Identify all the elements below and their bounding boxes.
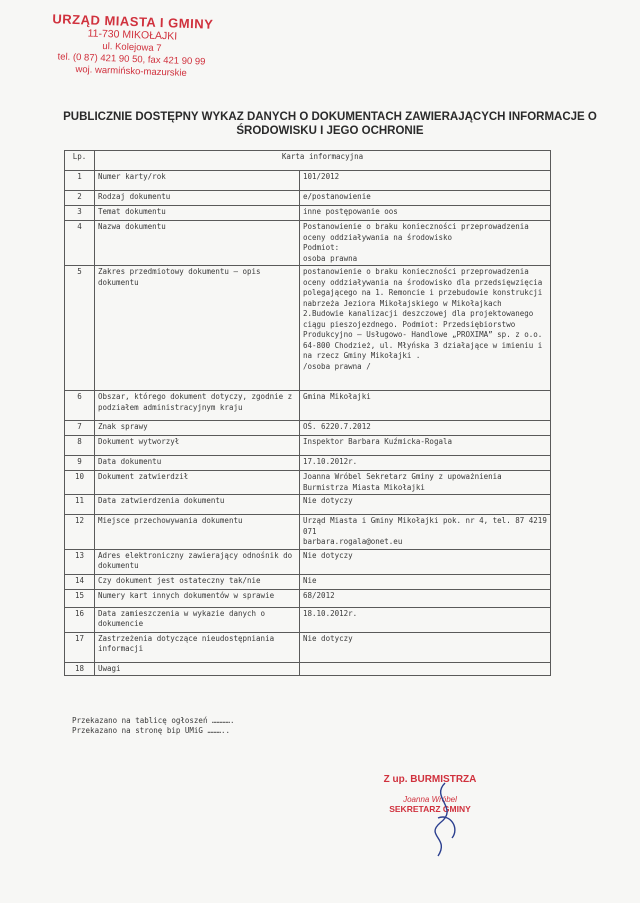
table-row bbox=[65, 221, 551, 266]
row-label: Data zatwierdzenia dokumentu bbox=[95, 495, 300, 515]
table-row bbox=[65, 266, 551, 391]
row-label: Uwagi bbox=[95, 662, 300, 676]
row-label: Nazwa dokumentu bbox=[95, 221, 300, 266]
row-number: 1 bbox=[65, 171, 95, 191]
header-lp: Lp. bbox=[65, 151, 95, 171]
row-value: postanowienie o braku konieczności przeprowadzenia oceny oddziaływania na środowisko dla przedsięwzięcia polegającego na 1. Remoncie i przebudowie konstrukcji nabrzeża Jeziora Mikołajskiego w Mikołajkach 2.Budowie kanalizacji deszczowej dla projektowanego ciągu pieszojezdnego. Podmiot: Przedsiębiorstwo Produkcyjno – Usługowo- Handlowe „PROXIMA” sp. z o.o. 64-800 Chodzież, ul. Młyńska 3 działające w imieniu i na rzecz Gminy Mikołajki . /osoba prawna / bbox=[300, 266, 551, 391]
office-stamp bbox=[31, 11, 233, 82]
table-row bbox=[65, 191, 551, 206]
header-karta: Karta informacyjna bbox=[95, 151, 551, 171]
row-value: 68/2012 bbox=[300, 589, 551, 607]
signature-line-1: Z up. BURMISTRZA bbox=[383, 774, 477, 785]
row-value: Urząd Miasta i Gminy Mikołajki pok. nr 4, tel. 87 4219 071 barbara.rogala@onet.eu bbox=[300, 515, 551, 550]
row-value: Gmina Mikołajki bbox=[300, 391, 551, 421]
row-value: Nie dotyczy bbox=[300, 549, 551, 574]
row-number: 3 bbox=[65, 206, 95, 221]
row-number: 7 bbox=[65, 421, 95, 436]
table-row bbox=[65, 574, 551, 589]
table-row bbox=[65, 632, 551, 662]
row-number: 12 bbox=[65, 515, 95, 550]
table-row bbox=[65, 171, 551, 191]
row-value: Nie dotyczy bbox=[300, 495, 551, 515]
row-label: Znak sprawy bbox=[95, 421, 300, 436]
table-row bbox=[65, 589, 551, 607]
table-row bbox=[65, 607, 551, 632]
row-number: 17 bbox=[65, 632, 95, 662]
stamp-line-1: URZĄD MIASTA I GMINY bbox=[52, 11, 214, 32]
row-label: Numer karty/rok bbox=[95, 171, 300, 191]
row-label: Rodzaj dokumentu bbox=[95, 191, 300, 206]
row-value: Joanna Wróbel Sekretarz Gminy z upoważnienia Burmistrza Miasta Mikołajki bbox=[300, 471, 551, 495]
table-row bbox=[65, 206, 551, 221]
row-value bbox=[300, 662, 551, 676]
footer-line-1: Przekazano na tablicę ogłoszeń …………. bbox=[72, 716, 235, 725]
row-value: 101/2012 bbox=[300, 171, 551, 191]
row-number: 9 bbox=[65, 456, 95, 471]
table-row bbox=[65, 662, 551, 676]
table-row bbox=[65, 436, 551, 456]
row-label: Dokument zatwierdził bbox=[95, 471, 300, 495]
table-row bbox=[65, 549, 551, 574]
row-value: 18.10.2012r. bbox=[300, 607, 551, 632]
row-label: Adres elektroniczny zawierający odnośnik do dokumentu bbox=[95, 549, 300, 574]
row-label: Data dokumentu bbox=[95, 456, 300, 471]
table-row bbox=[65, 471, 551, 495]
footer-line-2: Przekazano na stronę bip UMiG ……….. bbox=[72, 726, 231, 735]
row-label: Dokument wytworzył bbox=[95, 436, 300, 456]
row-value: 17.10.2012r. bbox=[300, 456, 551, 471]
table-header-row bbox=[65, 151, 551, 171]
table-row bbox=[65, 391, 551, 421]
row-number: 13 bbox=[65, 549, 95, 574]
footer-notes bbox=[72, 716, 235, 736]
row-label: Czy dokument jest ostateczny tak/nie bbox=[95, 574, 300, 589]
table-row bbox=[65, 515, 551, 550]
row-label: Zastrzeżenia dotyczące nieudostępniania informacji bbox=[95, 632, 300, 662]
row-number: 14 bbox=[65, 574, 95, 589]
row-label: Temat dokumentu bbox=[95, 206, 300, 221]
row-value: inne postępowanie oos bbox=[300, 206, 551, 221]
stamp-line-4: tel. (0 87) 421 90 50, fax 421 90 99 bbox=[57, 51, 206, 68]
row-number: 15 bbox=[65, 589, 95, 607]
table-row bbox=[65, 495, 551, 515]
row-number: 10 bbox=[65, 471, 95, 495]
signature-line-3: SEKRETARZ GMINY bbox=[389, 804, 471, 814]
document-title: PUBLICZNIE DOSTĘPNY WYKAZ DANYCH O DOKUMENTACH ZAWIERAJĄCYCH INFORMACJE O ŚRODOWISKU I JEGO OCHRONIE bbox=[63, 111, 597, 137]
row-label: Data zamieszczenia w wykazie danych o dokumencie bbox=[95, 607, 300, 632]
stamp-line-3: ul. Kolejowa 7 bbox=[102, 40, 162, 55]
signature-stamp bbox=[360, 774, 500, 814]
info-card-table bbox=[64, 150, 551, 676]
row-label: Miejsce przechowywania dokumentu bbox=[95, 515, 300, 550]
row-value: Nie bbox=[300, 574, 551, 589]
row-number: 2 bbox=[65, 191, 95, 206]
row-number: 16 bbox=[65, 607, 95, 632]
row-number: 8 bbox=[65, 436, 95, 456]
stamp-line-2: 11-730 MIKOŁAJKI bbox=[87, 27, 178, 43]
stamp-line-5: woj. warmińsko-mazurskie bbox=[75, 64, 187, 79]
signature-line-2: Joanna Wróbel bbox=[403, 795, 457, 804]
table-row bbox=[65, 421, 551, 436]
row-value: e/postanowienie bbox=[300, 191, 551, 206]
row-number: 5 bbox=[65, 266, 95, 391]
row-value: Postanowienie o braku konieczności przeprowadzenia oceny oddziaływania na środowisko Podmiot: osoba prawna bbox=[300, 221, 551, 266]
row-number: 4 bbox=[65, 221, 95, 266]
row-value: Inspektor Barbara Kuźmicka-Rogala bbox=[300, 436, 551, 456]
row-number: 18 bbox=[65, 662, 95, 676]
row-number: 6 bbox=[65, 391, 95, 421]
table-row bbox=[65, 456, 551, 471]
row-value: OŚ. 6220.7.2012 bbox=[300, 421, 551, 436]
row-value: Nie dotyczy bbox=[300, 632, 551, 662]
signature-scribble-icon bbox=[390, 778, 480, 858]
row-label: Zakres przedmiotowy dokumentu – opis dokumentu bbox=[95, 266, 300, 391]
row-label: Obszar, którego dokument dotyczy, zgodnie z podziałem administracyjnym kraju bbox=[95, 391, 300, 421]
row-label: Numery kart innych dokumentów w sprawie bbox=[95, 589, 300, 607]
row-number: 11 bbox=[65, 495, 95, 515]
